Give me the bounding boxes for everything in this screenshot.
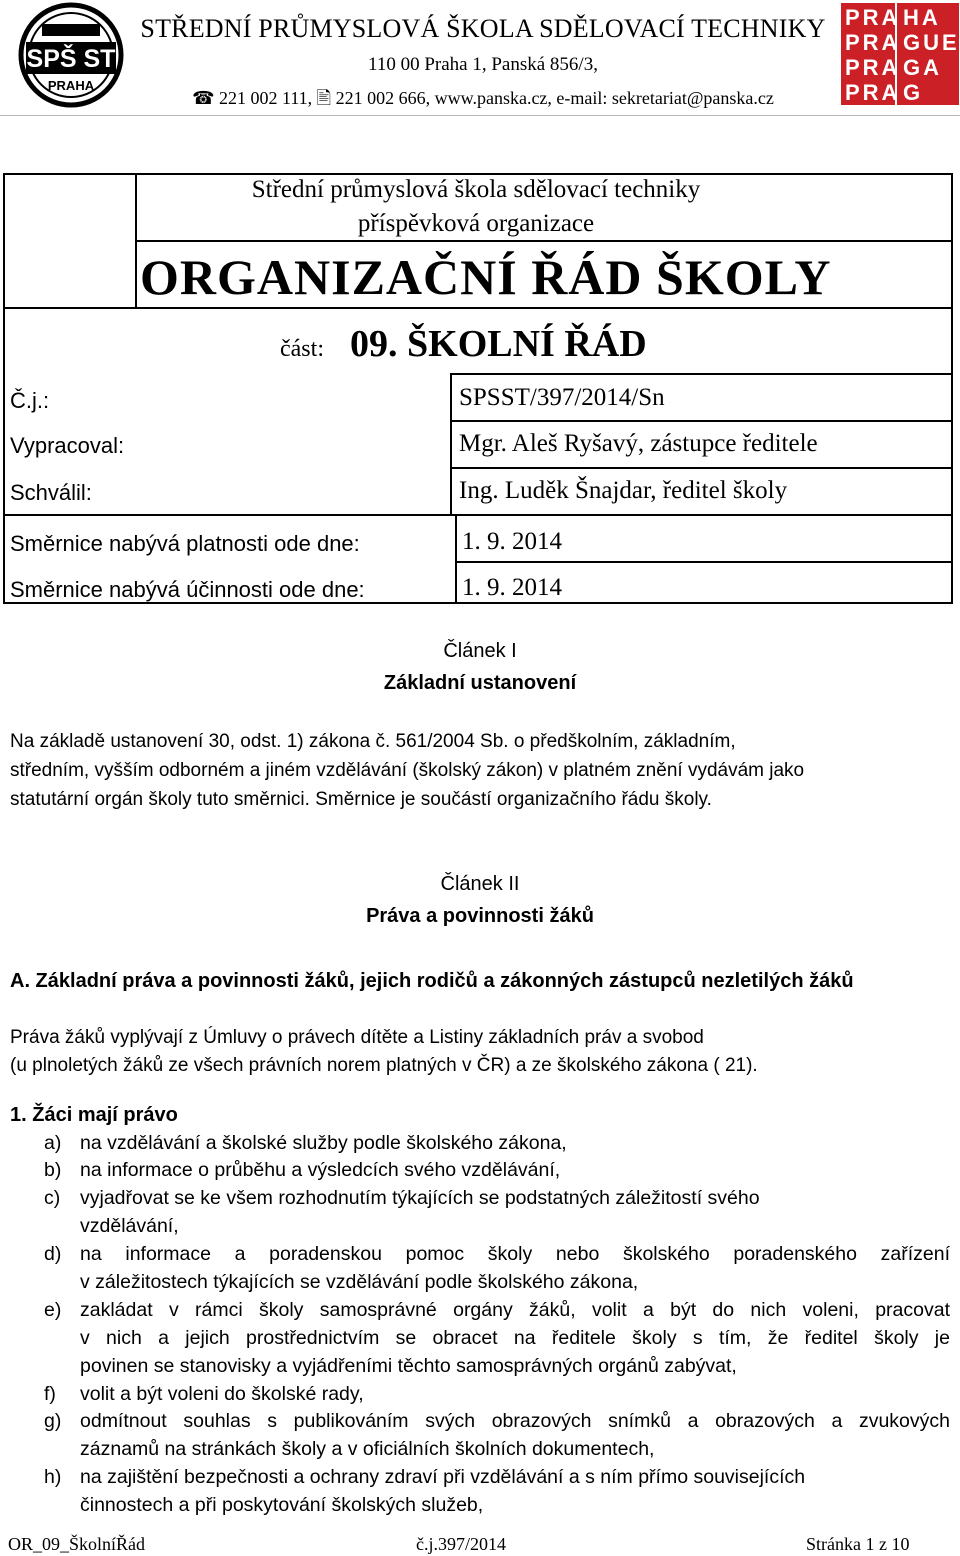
prepared-by-value: Mgr. Aleš Ryšavý, zástupce ředitele: [459, 430, 818, 457]
effect-date: 1. 9. 2014: [462, 574, 562, 601]
ref-number-value: SPSST/397/2014/Sn: [459, 384, 665, 411]
validity-label: Směrnice nabývá platnosti ode dne:: [10, 531, 360, 556]
list-item-letter: a): [44, 1132, 62, 1154]
approved-by-label: Schválil:: [10, 480, 92, 505]
list-item-letter: h): [44, 1466, 62, 1488]
list-item-cont: povinen se stanovisky a vyjádřeními těchto samosprávných orgánů zabývat,: [80, 1355, 737, 1377]
list-item: na vzdělávání a školské služby podle školského zákona,: [80, 1132, 567, 1154]
list-item: volit a být voleni do školské rady,: [80, 1383, 364, 1405]
article-1-title: Základní ustanovení: [383, 672, 577, 694]
document-title: ORGANIZAČNÍ ŘÁD ŠKOLY: [140, 249, 832, 305]
section-a-heading: A. Základní práva a povinnosti žáků, jejich rodičů a zákonných zástupců nezletilých žáků: [10, 970, 854, 992]
header-divider: [0, 115, 960, 116]
part-label: část:: [280, 336, 324, 362]
ref-number-label: Č.j.:: [10, 388, 50, 413]
praha-logo: PRA HA PRA GUE PRA GA PRA G: [841, 3, 959, 105]
list-item-cont: činnostech a při poskytování školských služeb,: [80, 1494, 484, 1516]
list-item: odmítnout souhlas s publikováním svých obrazových snímků a obrazových a zvukových: [80, 1410, 950, 1432]
box-school-name: Střední průmyslová škola sdělovací techniky: [251, 176, 701, 203]
footer-page-number: Stránka 1 z 10: [806, 1534, 910, 1554]
list-item-cont: v záležitostech týkajících se vzdělávání podle školského zákona,: [80, 1271, 639, 1293]
school-name: STŘEDNÍ PRŮMYSLOVÁ ŠKOLA SDĚLOVACÍ TECHNIKY: [140, 14, 826, 43]
part-title: 09. ŠKOLNÍ ŘÁD: [350, 323, 647, 365]
article-2-title: Práva a povinnosti žáků: [366, 905, 594, 927]
footer-ref-number: č.j.397/2014: [416, 1534, 506, 1554]
effect-label: Směrnice nabývá účinnosti ode dne:: [10, 577, 365, 602]
list-item: na zajištění bezpečnosti a ochrany zdraví při vzdělávání a s ním přímo souvisejících: [80, 1466, 806, 1488]
list-item-letter: g): [44, 1410, 62, 1432]
prepared-by-label: Vypracoval:: [10, 433, 125, 458]
article-2-heading: Článek II: [440, 873, 520, 895]
list-item-cont: v nich a jejich prostřednictvím se obracet na ředitele školy s tím, že ředitel školy je: [80, 1327, 950, 1349]
list-item-letter: d): [44, 1243, 62, 1265]
list-item-letter: f): [44, 1383, 56, 1405]
article-1-heading: Článek I: [443, 640, 517, 662]
validity-date: 1. 9. 2014: [462, 528, 562, 555]
list-item: vyjadřovat se ke všem rozhodnutím týkajících se podstatných záležitostí svého: [80, 1187, 760, 1209]
list-item-letter: b): [44, 1159, 62, 1181]
list-item-cont: záznamů na stránkách školy a v oficiálních školních dokumentech,: [80, 1438, 655, 1460]
box-org-type: příspěvková organizace: [357, 210, 595, 237]
school-address: 110 00 Praha 1, Panská 856/3,: [368, 54, 598, 75]
logo-text-bottom: PRAHA: [47, 78, 95, 93]
list-item: na informace o průběhu a výsledcích svého vzdělávání,: [80, 1159, 561, 1181]
approved-by-value: Ing. Luděk Šnajdar, ředitel školy: [459, 477, 788, 504]
article-1-line-3: statutární orgán školy tuto směrnici. Směrnice je součástí organizačního řádu školy.: [10, 789, 712, 810]
list-item: na informace a poradenskou pomoc školy nebo školského poradenského zařízení: [80, 1243, 950, 1265]
list-item-cont: vzdělávání,: [80, 1215, 179, 1237]
list-item: zakládat v rámci školy samosprávné orgány žáků, volit a být do nich voleni, pracovat: [80, 1299, 950, 1321]
logo-text-top: SPŠ ST: [26, 45, 116, 73]
school-logo: [12, 2, 130, 108]
footer-doc-code: OR_09_ŠkolníŘád: [8, 1534, 146, 1554]
list-item-letter: e): [44, 1299, 62, 1321]
intro-line-2: (u plnoletých žáků ze všech právních norem platných v ČR) a ze školského zákona ( 21).: [10, 1055, 758, 1076]
article-1-line-2: středním, vyšším odborném a jiném vzdělávání (školský zákon) v platném znění vydávám jako: [10, 760, 805, 781]
intro-line-1: Práva žáků vyplývají z Úmluvy o právech dítěte a Listiny základních práv a svobod: [10, 1027, 704, 1048]
school-contact: ☎ 221 002 111, 🖹 221 002 666, www.panska.cz, e-mail: sekretariat@panska.cz: [192, 88, 774, 108]
list-item-letter: c): [44, 1187, 61, 1209]
rights-heading: 1. Žáci mají právo: [10, 1104, 178, 1126]
article-1-line-1: Na základě ustanovení 30, odst. 1) zákona č. 561/2004 Sb. o předškolním, základním,: [10, 731, 736, 752]
